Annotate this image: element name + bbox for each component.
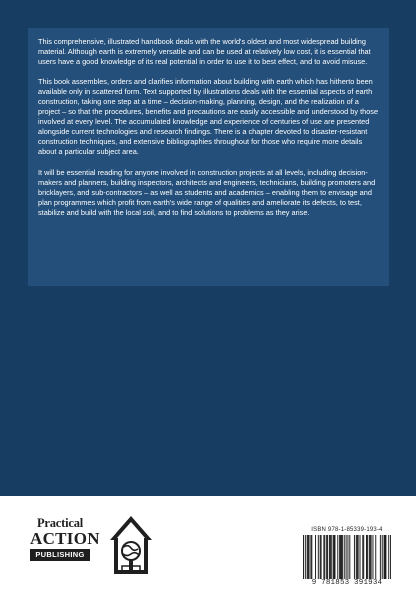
barcode-bar [311, 535, 312, 579]
barcode-bar [370, 535, 371, 579]
blurb-paragraph-3: It will be essential reading for anyone involved in construction projects at all levels, including decision-makers and planners, building inspectors, architects and engineers, technicians, building promoters and bricklayers, and sub-contractors – as well as students and academics – enabling them to envisage and plan programmes which profit from earth's wide range of qualities and ameliorate its defects, to test, stabilize and build with the local soil, and to find solutions to problems as they arise. [38, 167, 376, 217]
barcode-bar [337, 535, 338, 579]
house-globe-emblem-icon [108, 514, 154, 576]
barcode-bar [382, 535, 383, 579]
blurb-box [28, 28, 389, 286]
barcode-bar [363, 535, 364, 579]
isbn-digits: 9 781853 391934 [311, 579, 383, 587]
barcode-bar [321, 535, 322, 579]
barcode-bar [390, 535, 391, 579]
barcode-bar [349, 535, 350, 579]
barcode-bar [334, 535, 335, 579]
barcode-bar [330, 535, 331, 579]
barcode-bar [385, 535, 386, 579]
barcode-bar [380, 535, 381, 579]
barcode-bar [327, 535, 328, 579]
barcode-bar [342, 535, 343, 579]
barcode-bar [320, 535, 321, 579]
barcode-bar [310, 535, 311, 579]
barcode-bar [305, 535, 306, 579]
barcode-bar [307, 535, 308, 579]
barcode-bar [309, 535, 310, 579]
barcode-bar [329, 535, 330, 579]
barcode-bar [346, 535, 347, 579]
barcode-bar [385, 535, 386, 579]
barcode-bar [372, 535, 373, 579]
barcode-bar [331, 535, 332, 579]
barcode-bar [347, 535, 348, 579]
blurb-paragraph-1: This comprehensive, illustrated handbook deals with the world's oldest and most widespread building material. Although earth is extremely versatile and can be used at relatively low cost, it is essential that users have a good knowledge of its real potential in order to use it to best effect, and to avoid misuse. [38, 37, 371, 67]
barcode-bars [303, 535, 391, 579]
barcode-bar [315, 535, 316, 579]
blurb-paragraph-2: This book assembles, orders and clarifies information about building with earth which has hitherto been available only in scattered form. Text supported by illustrations deals with the essential aspects of earth construction, taking one step at a time – decision-making, planning, design, and the realization of a project – so that the procedures, benefits and precautions are easily accessible and understood by those involved at every level. The accumulated knowledge and experience of centuries of use are presented alongside current technologies and research findings. There is a chapter devoted to disaster-resistant construction techniques, and extensive bibliographies throughout for those who require more details about a particular subject area. [38, 77, 379, 157]
barcode-bar [384, 535, 385, 579]
barcode-bar [375, 535, 376, 579]
cover-footer [0, 496, 416, 594]
publisher-logo [30, 516, 100, 561]
barcode-bar [358, 535, 359, 579]
barcode-bar [356, 535, 357, 579]
barcode-bar [354, 535, 355, 579]
barcode-bar [334, 535, 335, 579]
barcode-bar [303, 535, 304, 579]
barcode-bar [340, 535, 341, 579]
barcode-bar [371, 535, 372, 579]
barcode-bar [362, 535, 363, 579]
barcode-bar [344, 535, 345, 579]
barcode-bar [324, 535, 325, 579]
isbn-label: ISBN 978-1-85339-193-4 [311, 527, 383, 533]
isbn-barcode [303, 526, 391, 588]
barcode-bar [318, 535, 319, 579]
publisher-logo-line3: PUBLISHING [30, 549, 90, 561]
publisher-logo-line1: Practical [36, 516, 84, 530]
barcode-bar [308, 535, 309, 579]
barcode-bar [367, 535, 368, 579]
barcode-bar [326, 535, 327, 579]
barcode-bar [357, 535, 358, 579]
barcode-bar [323, 535, 324, 579]
barcode-bar [388, 535, 389, 579]
barcode-bar [366, 535, 367, 579]
barcode-bar [341, 535, 342, 579]
barcode-bar [369, 535, 370, 579]
barcode-bar [333, 535, 334, 579]
publisher-logo-line2: ACTION [30, 529, 100, 548]
barcode-bar [360, 535, 361, 579]
barcode-bar [339, 535, 340, 579]
